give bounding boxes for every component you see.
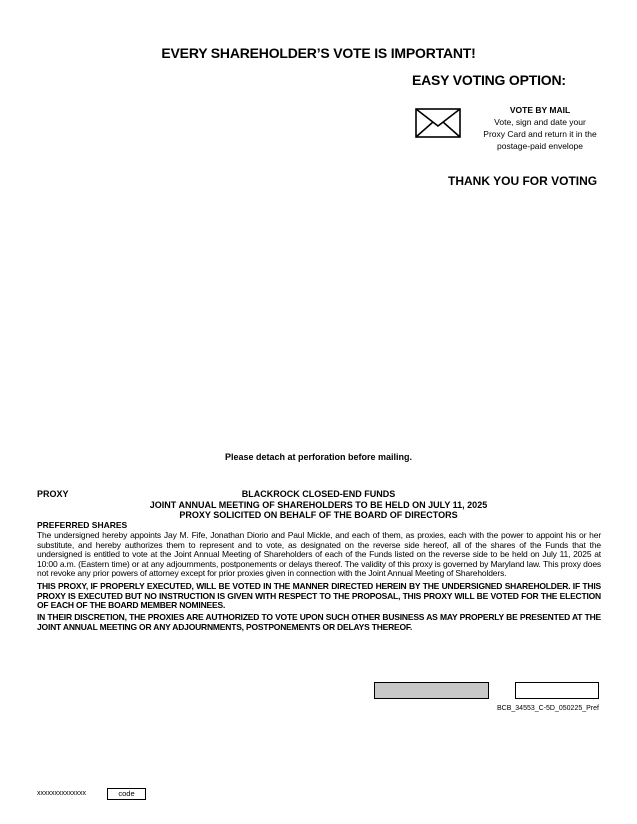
discretion-notice: IN THEIR DISCRETION, THE PROXIES ARE AUTHORIZED TO VOTE UPON SUCH OTHER BUSINESS AS MAY PROPERLY BE PRESENTED AT THE JOINT ANNUAL MEETING OR ANY ADJOURNMENTS, POSTPONEMENTS OR DELAYS THEREOF. bbox=[37, 612, 601, 632]
form-code: BCB_34553_C-5D_050225_Pref bbox=[497, 705, 599, 712]
detach-note: Please detach at perforation before mailing. bbox=[224, 452, 413, 462]
vote-by-mail-title: VOTE BY MAIL bbox=[509, 105, 571, 115]
control-number-box bbox=[515, 682, 599, 699]
account-mask: xxxxxxxxxxxxxx bbox=[37, 790, 86, 797]
vote-by-mail-line-1: Vote, sign and date your bbox=[494, 117, 586, 127]
code-box bbox=[107, 788, 146, 800]
executed-notice: THIS PROXY, IF PROPERLY EXECUTED, WILL BE VOTED IN THE MANNER DIRECTED HEREIN BY THE UNDERSIGNED SHAREHOLDER. IF THIS PROXY IS EXECUTED BUT NO INSTRUCTION IS GIVEN WITH RESPECT TO THE PROPOSAL, THIS PROXY WILL BE VOTED FOR THE ELECTION OF EACH OF THE BOARD MEMBER NOMINEES. bbox=[37, 581, 601, 611]
proxy-label: PROXY bbox=[37, 489, 69, 499]
shaded-barcode-box bbox=[374, 682, 489, 699]
thank-you-message: THANK YOU FOR VOTING bbox=[448, 174, 598, 188]
proxy-header bbox=[110, 489, 527, 521]
page-title: EVERY SHAREHOLDER’S VOTE IS IMPORTANT! bbox=[161, 45, 476, 61]
solicitation-line: PROXY SOLICITED ON BEHALF OF THE BOARD OF DIRECTORS bbox=[179, 510, 458, 520]
envelope-icon bbox=[415, 108, 461, 138]
vote-by-mail-block bbox=[480, 104, 600, 152]
code-label: code bbox=[118, 789, 135, 798]
shares-type: PREFERRED SHARES bbox=[37, 520, 128, 530]
proxy-body-text: The undersigned hereby appoints Jay M. Fife, Jonathan Diorio and Paul Mickle, and each of them, as proxies, each with the power to appoint his or her substitute, and hereby authorizes them to represent and to vote, as designated on the reverse side hereof, all of the shares of the Funds that the undersigned is entitled to vote at the Joint Annual Meeting of Shareholders of each of the Funds listed on the reverse side to be held on July 11, 2025 at 10:00 a.m. (Eastern time) or at any adjournments, postponements or delays thereof. The validity of this proxy is governed by Maryland law. This proxy does not revoke any prior powers of attorney except for prior proxies given in connection with the Joint Annual Meeting of Shareholders. bbox=[37, 530, 601, 579]
meeting-title: JOINT ANNUAL MEETING OF SHAREHOLDERS TO BE HELD ON JULY 11, 2025 bbox=[149, 499, 488, 510]
fund-name: BLACKROCK CLOSED-END FUNDS bbox=[241, 489, 396, 499]
vote-by-mail-line-3: postage-paid envelope bbox=[496, 141, 583, 151]
vote-by-mail-line-2: Proxy Card and return it in the bbox=[483, 129, 597, 139]
easy-voting-option-heading: EASY VOTING OPTION: bbox=[412, 72, 566, 88]
